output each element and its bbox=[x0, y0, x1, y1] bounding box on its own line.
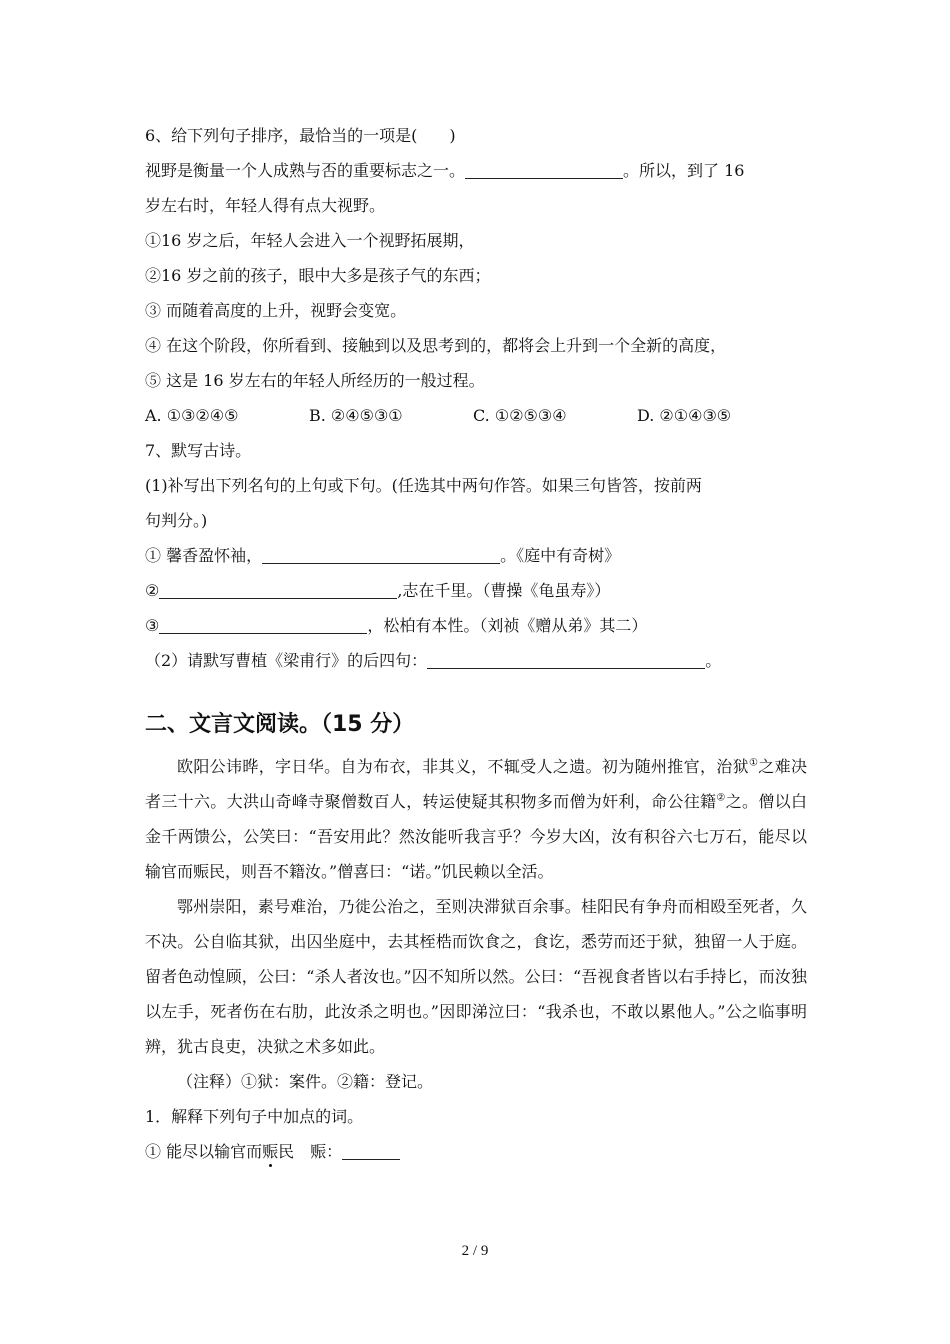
page-number: 2 / 9 bbox=[461, 1243, 489, 1259]
q7-sub1-cont: 句判分。) bbox=[145, 511, 208, 530]
q7-title: 7、默写古诗。 bbox=[145, 441, 252, 460]
q6-item: ③ 而随着高度的上升，视野会变宽。 bbox=[145, 301, 407, 320]
q6-intro-line: 视野是衡量一个人成熟与否的重要标志之一。 。所以，到了 16 bbox=[145, 161, 745, 180]
q7-poem-line-3: ③ ，松柏有本性。（刘祯《赠从弟》其二） bbox=[145, 616, 648, 635]
q6-option-a[interactable]: A. ①③②④⑤ bbox=[145, 406, 239, 425]
section-heading: 二、文言文阅读。（15 分） bbox=[145, 712, 415, 737]
q7-blank-2[interactable] bbox=[159, 580, 397, 599]
q6-options bbox=[145, 398, 815, 433]
q7-blank-1[interactable] bbox=[262, 545, 500, 564]
q6-option-d[interactable]: D. ②①④③⑤ bbox=[637, 406, 732, 425]
q6-item: ⑤ 这是 16 岁左右的年轻人所经历的一般过程。 bbox=[145, 371, 485, 390]
q6-answer-blank[interactable] bbox=[465, 160, 623, 179]
q6-title: 6、给下列句子排序，最恰当的一项是( ) bbox=[145, 126, 456, 145]
passage-paragraph-1: 欧阳公讳晔，字日华。自为布衣，非其义，不辄受人之遗。初为随州推官，治狱①之难决者三十六。大洪山奇峰寺聚僧数百人，转运使疑其积物多而僧为奸利，命公往籍②之。僧以白金千两馈公，公笑曰：“吾安用此？然汝能听我言乎？今岁大凶，汝有积谷六七万石，能尽以输官而赈民，则吾不籍汝。”僧喜曰：“诺。”饥民赖以全活。 bbox=[145, 757, 807, 881]
q6-item: ②16 岁之前的孩子，眼中大多是孩子气的东西； bbox=[145, 266, 491, 285]
annotation-note: （注释）①狱：案件。②籍：登记。 bbox=[177, 1072, 434, 1091]
q7-sub2: （2）请默写曹植《梁甫行》的后四句： 。 bbox=[145, 651, 722, 670]
exam-page bbox=[145, 118, 815, 1169]
q6-item: ④ 在这个阶段，你所看到、接触到以及思考到的，都将会上升到一个全新的高度， bbox=[145, 336, 727, 355]
q6-option-b[interactable]: B. ②④⑤③① bbox=[309, 406, 403, 425]
dotted-word: 赈 bbox=[262, 1134, 278, 1169]
q7-blank-3[interactable] bbox=[159, 615, 367, 634]
q7-poem-line-2: ② ,志在千里。（曹操《龟虽寿》） bbox=[145, 581, 611, 600]
question-1-blank[interactable] bbox=[342, 1141, 400, 1160]
q6-option-c[interactable]: C. ①②⑤③④ bbox=[473, 406, 567, 425]
q6-intro-line-2: 岁左右时，年轻人得有点大视野。 bbox=[145, 196, 386, 215]
question-1-title: 1．解释下列句子中加点的词。 bbox=[145, 1107, 364, 1126]
q7-blank-4[interactable] bbox=[427, 650, 705, 669]
q7-sub1: (1)补写出下列名句的上句或下句。(任选其中两句作答。如果三句皆答，按前两 bbox=[145, 476, 702, 495]
passage-paragraph-2: 鄂州崇阳，素号难治，乃徙公治之，至则决滞狱百余事。桂阳民有争舟而相殴至死者，久不决。公自临其狱，出囚坐庭中，去其桎梏而饮食之，食讫，悉劳而还于狱，独留一人于庭。留者色动惶顾，公曰：“杀人者汝也。”囚不知所以然。公曰：“吾视食者皆以右手持匕，而汝独以左手，死者伤在右肋，此汝杀之明也。”因即涕泣曰：“我杀也，不敢以累他人。”公之临事明辨，犹古良吏，决狱之术多如此。 bbox=[145, 897, 807, 1056]
q7-poem-line-1: ① 馨香盈怀袖， 。《庭中有奇树》 bbox=[145, 546, 621, 565]
question-1-item: ① 能尽以输官而赈民 赈： bbox=[145, 1134, 815, 1169]
q6-item: ①16 岁之后，年轻人会进入一个视野拓展期， bbox=[145, 231, 475, 250]
